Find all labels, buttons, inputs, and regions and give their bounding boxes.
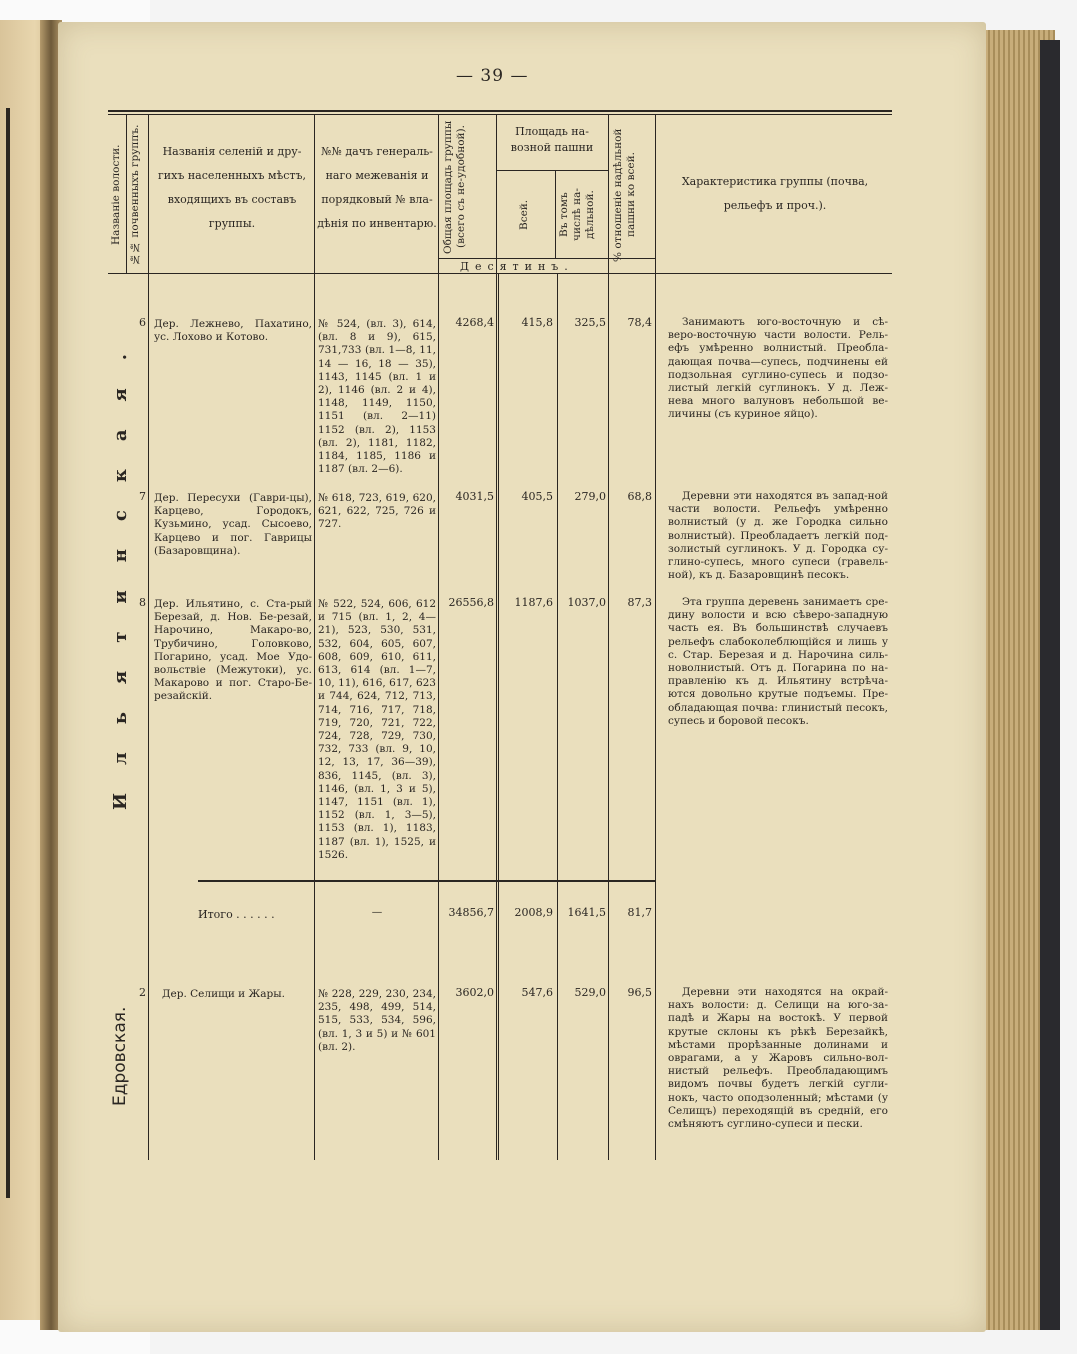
- header-plough-all: Всей.: [518, 199, 530, 231]
- settlement-names: Дер. Селищи и Жары.: [162, 988, 285, 1000]
- group-number: 6: [139, 316, 146, 329]
- plough-all: 415,8: [521, 316, 553, 329]
- header-plough-nadel: Въ томъ числѣ на-дѣльной.: [558, 188, 596, 242]
- plough-nadel: 325,5: [574, 316, 606, 329]
- data-table: [108, 110, 892, 1160]
- plough-all-sum: 2008,9: [514, 906, 553, 919]
- header-volost: Названіе волости.: [110, 144, 122, 246]
- header-names: Названія селеній и дру-гихъ населенныхъ мѣстъ, входящихъ въ составъ группы.: [158, 145, 306, 230]
- dachi-numbers: № 524, (вл. 3), 614, (вл. 8 и 9), 615, 731,733 (вл. 1—8, 11, 14 — 16, 18 — 35), 1143, 1145 (вл. 1 и 2), 1146 (вл. 2 и 4), 1148, 1149, 1150, 1151 (вл. 2—11) 1152 (вл. 2), 1153 (вл. 2), 1181, 1182, 1184, 1185, 1186 и 1187 (вл. 2—6).: [318, 318, 436, 476]
- plough-all: 547,6: [521, 986, 553, 999]
- header-total-area: Общая площадь группы (всего съ не-удобной).: [442, 120, 467, 254]
- total-area: 3602,0: [455, 986, 494, 999]
- percent: 87,3: [627, 596, 652, 609]
- total-dachi: —: [371, 906, 383, 918]
- total-area: 26556,8: [448, 596, 494, 609]
- volost-ilyatinskaya: Ильятинская.: [110, 325, 131, 810]
- dachi-numbers: № 618, 723, 619, 620, 621, 622, 725, 726 и 727.: [318, 492, 436, 531]
- plough-all: 405,5: [521, 490, 553, 503]
- percent-sum: 81,7: [627, 906, 652, 919]
- header-percent: % отношеніе надѣльной пашни ко всей.: [612, 128, 637, 262]
- header-dachi: №№ дачъ генераль-наго межеванія и порядковый № вла-дѣнія по инвентарю.: [317, 145, 437, 230]
- header-group-no: №№ почвенныхъ группъ.: [129, 124, 141, 266]
- total-area: 4268,4: [455, 316, 494, 329]
- total-label: Итого . . . . . .: [198, 908, 275, 921]
- settlement-names: Дер. Ильятино, с. Ста-рый Березай, д. Нов. Бе-резай, Нарочино, Макаро-во, Трубичино, Головково, Погарино, усад. Мое Удо-вольствіе (Межутоки), ус. Макарово и пог. Старо-Бе-резайскій.: [154, 598, 312, 703]
- characteristic: Деревни эти находятся въ запад-ной части волости. Рельефъ умѣренно волнистый (у д. же Городка сильно волнистый). Преобладаетъ легкій под-золистый суглинокъ. У д. Городка су-глино-супесь, много супеси (гравель-ной), къ д. Базаровщинѣ песокъ.: [668, 490, 888, 582]
- header-plough-area: Площадь на-возной пашни: [510, 125, 594, 154]
- dachi-numbers: № 522, 524, 606, 612 и 715 (вл. 1, 2, 4—21), 523, 530, 531, 532, 604, 605, 607, 608, 609, 610, 611, 613, 614 (вл. 1—7, 10, 11), 616, 617, 623 и 744, 624, 712, 713, 714, 716, 717, 718, 719, 720, 721, 722, 724, 728, 729, 730, 732, 733 (вл. 9, 10, 12, 13, 17, 36—39), 836, 1145, (вл. 3), 1146, (вл. 1, 3 и 5), 1147, 1151 (вл. 1), 1152 (вл. 1, 3—5), 1153 (вл. 1), 1183, 1187 (вл. 1), 1525, и 1526.: [318, 598, 436, 861]
- page-number: — 39 —: [456, 66, 529, 86]
- plough-nadel: 279,0: [574, 490, 606, 503]
- settlement-names: Дер. Лежнево, Пахатино, ус. Лохово и Котово.: [154, 318, 312, 344]
- header-characteristic: Характеристика группы (почва, рельефъ и проч.).: [681, 175, 869, 212]
- characteristic: Эта группа деревень занимаетъ сре-дину волости и всю сѣверо-западную часть ея. Въ большинствѣ случаевъ рельефъ слабоколеблющійся и лишь у с. Стар. Березая и д. Нарочина силь-новолнистый. Отъ д. Погарина по на-правленію къ д. Ильятину встрѣча-ются довольно крутые подъемы. Пре-обладающая почва: глинистый песокъ, супесь и боровой песокъ.: [668, 596, 888, 727]
- plough-nadel-sum: 1641,5: [567, 906, 606, 919]
- characteristic: Деревни эти находятся на окрай-нахъ волости: д. Селищи на юго-за-падѣ и Жары на востокѣ. У первой крутые склоны къ рѣкѣ Березайкѣ, мѣстами прорѣзанные долинами и оврагами, а у Жаровъ сильно-вол-нистый рельефъ. Преобладающимъ видомъ почвы будетъ легкій сугли-нокъ, часто оподзоленный; мѣстами (у Селищъ) переходящій въ средній, его смѣняютъ суглино-супеси и пески.: [668, 986, 888, 1131]
- percent: 96,5: [627, 986, 652, 999]
- settlement-names: Дер. Пересухи (Гаври-цы), Карцево, Городокъ, Кузьмино, усад. Сысоево, Карцево и пог. Гаврицы (Базаровщина).: [154, 492, 312, 557]
- group-number: 2: [139, 986, 146, 999]
- group-number: 8: [139, 596, 146, 609]
- volost-edrovskaya: Едровская.: [110, 1006, 130, 1106]
- header-units: Десятинъ.: [460, 260, 574, 273]
- percent: 68,8: [627, 490, 652, 503]
- book-cover-edge: [1040, 40, 1060, 1330]
- total-area: 4031,5: [455, 490, 494, 503]
- percent: 78,4: [627, 316, 652, 329]
- group-number: 7: [139, 490, 146, 503]
- total-area-sum: 34856,7: [448, 906, 494, 919]
- plough-nadel: 529,0: [574, 986, 606, 999]
- plough-nadel: 1037,0: [567, 596, 606, 609]
- characteristic: Занимаютъ юго-восточную и сѣ-веро-восточную части волости. Рель-ефъ умѣренно волнистый. Преобла-дающая почва—супесь, подчинены ей подзольная суглино-супесь и подзо-листый легкій суглинокъ. У д. Леж-нева много валуновъ небольшой ве-личины (съ куриное яйцо).: [668, 316, 888, 421]
- plough-all: 1187,6: [514, 596, 553, 609]
- dachi-numbers: № 228, 229, 230, 234, 235, 498, 499, 514, 515, 533, 534, 596, (вл. 1, 3 и 5) и № 601 (вл. 2).: [318, 988, 436, 1053]
